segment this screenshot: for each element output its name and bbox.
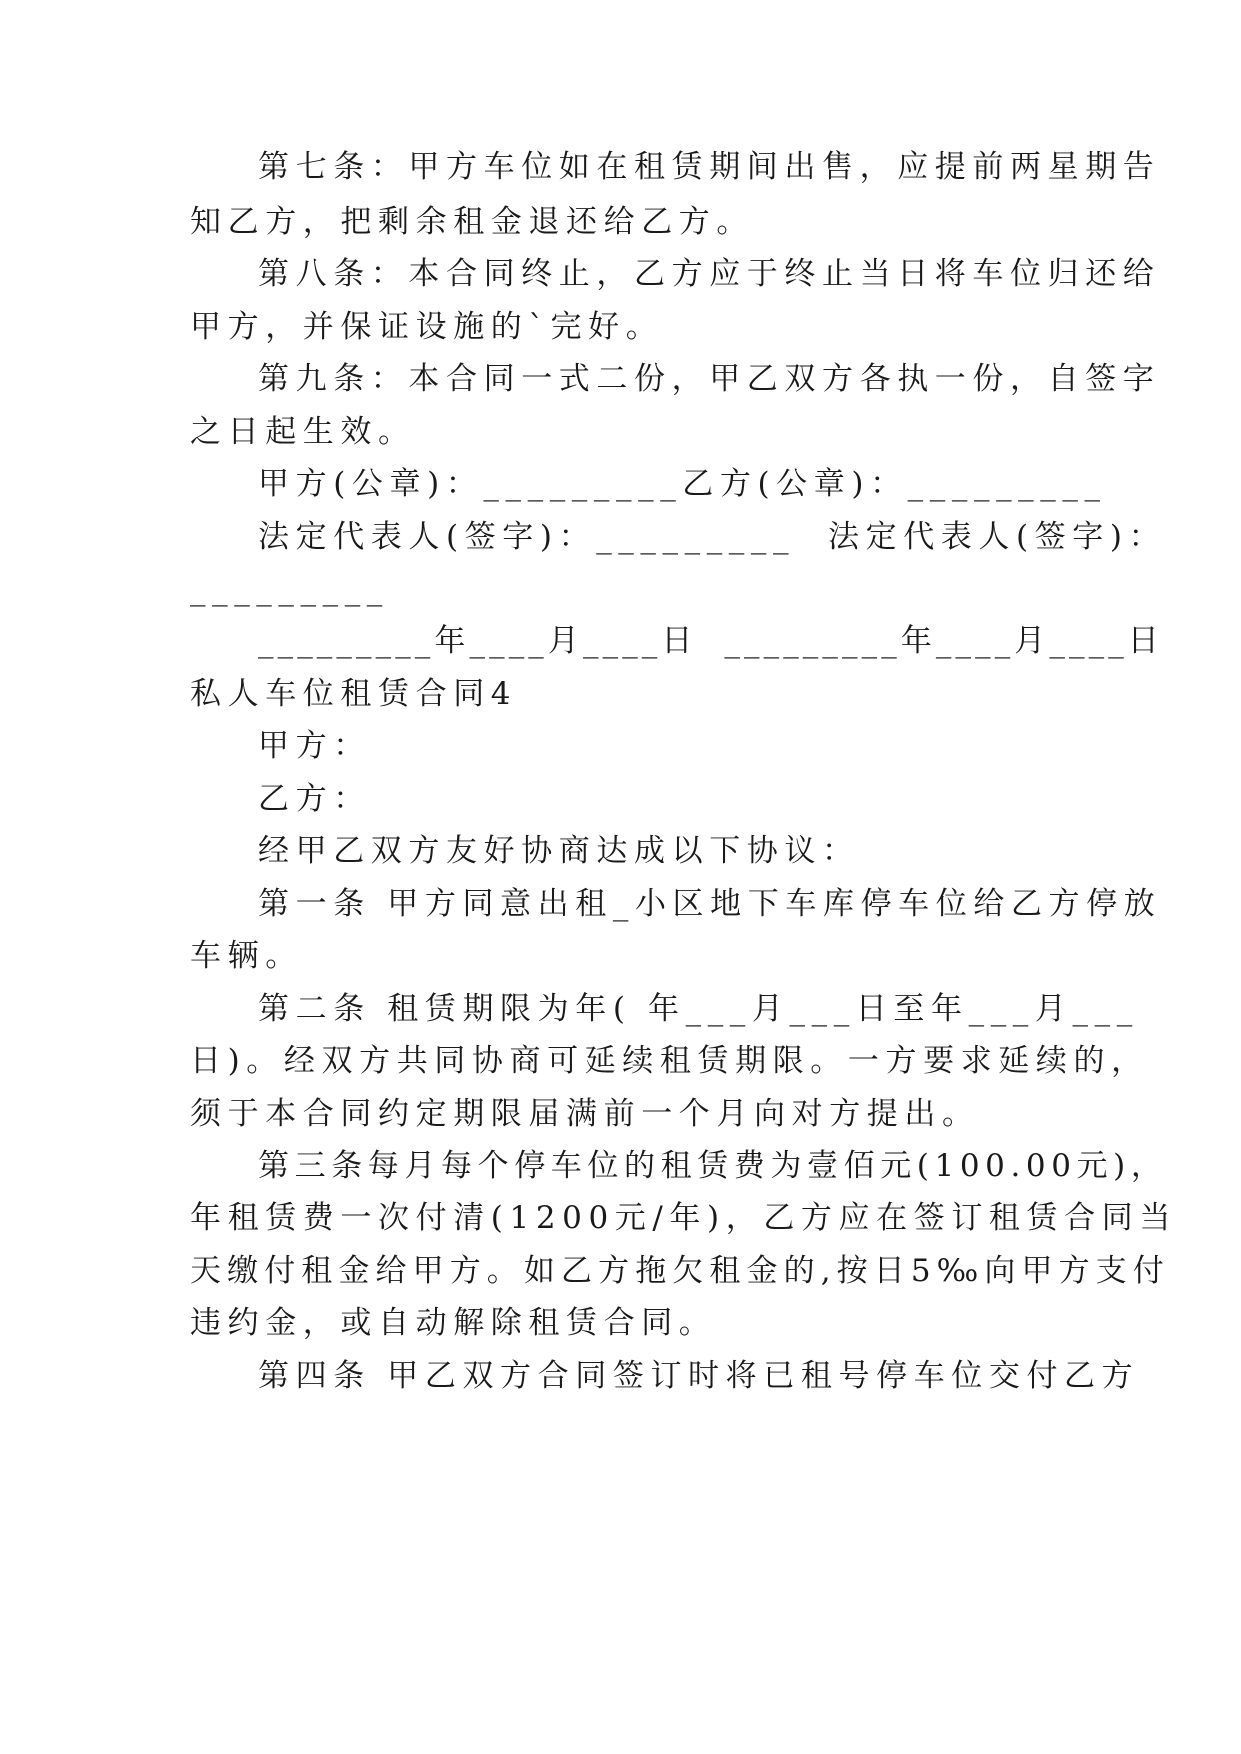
article-2-line-2: 日)。经双方共同协商可延续租赁期限。一方要求延续的， (190, 1043, 1149, 1079)
article-9-line-2: 之日起生效。 (190, 414, 416, 450)
party-a-label: 甲方： (258, 728, 371, 764)
article-8-line-2: 甲方，并保证设施的`完好。 (190, 309, 664, 345)
party-b-label: 乙方： (258, 781, 371, 817)
article-2-line-1: 第二条 租赁期限为年( 年___月___日至年___月___ (258, 991, 1139, 1027)
contract-title: 私人车位租赁合同4 (190, 676, 518, 712)
article-8-line-1: 第八条：本合同终止，乙方应于终止当日将车位归还给 (258, 256, 1161, 292)
article-1-line-1: 第一条 甲方同意出租_小区地下车库停车位给乙方停放 (258, 886, 1162, 922)
legal-representative-line: 法定代表人(签字)：_________ 法定代表人(签字)： (258, 519, 1167, 555)
legal-representative-blank: _________ (190, 571, 389, 607)
agreement-intro: 经甲乙双方友好协商达成以下协议： (258, 833, 860, 869)
article-3-line-1: 第三条每月每个停车位的租赁费为壹佰元(100.00元)， (258, 1148, 1168, 1184)
article-9-line-1: 第九条：本合同一式二份，甲乙双方各执一份，自签字 (258, 361, 1161, 397)
article-3-line-2: 年租赁费一次付清(1200元/年)，乙方应在签订租赁合同当 (190, 1200, 1177, 1236)
article-3-line-4: 违约金，或自动解除租赁合同。 (190, 1305, 717, 1341)
seal-line: 甲方(公章)：_________乙方(公章)：_________ (258, 466, 1107, 502)
article-7-line-1: 第七条：甲方车位如在租赁期间出售，应提前两星期告 (258, 149, 1161, 185)
article-3-line-3: 天缴付租金给甲方。如乙方拖欠租金的,按日5‰向甲方支付 (190, 1253, 1170, 1289)
article-1-line-2: 车辆。 (190, 938, 303, 974)
date-line: _________年____月____日 _________年____月____日 (258, 623, 1163, 659)
article-2-line-3: 须于本合同约定期限届满前一个月向对方提出。 (190, 1096, 980, 1132)
article-4-line-1: 第四条 甲乙双方合同签订时将已租号停车位交付乙方 (258, 1358, 1140, 1394)
article-7-line-2: 知乙方，把剩余租金退还给乙方。 (190, 204, 754, 240)
